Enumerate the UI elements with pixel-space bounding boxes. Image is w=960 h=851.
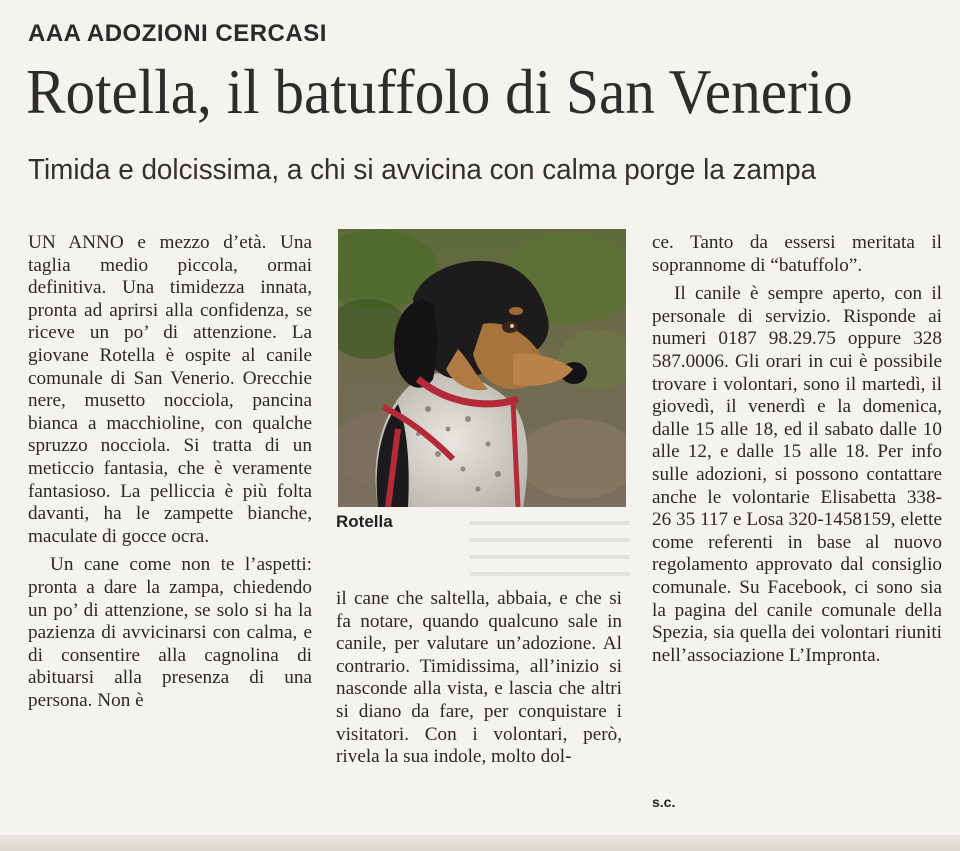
- text-column-3: [652, 232, 942, 667]
- photo-caption: Rotella: [336, 512, 393, 531]
- text-column-1: [28, 232, 312, 712]
- article-subheadline: Timida e dolcissima, a chi si avvicina con calma porge la zampa: [28, 154, 817, 186]
- dog-photo: [338, 229, 626, 507]
- article-headline: Rotella, il batuffolo di San Venerio: [26, 57, 853, 127]
- paragraph: Il canile è sempre aperto, con il personale di servizio. Risponde ai numeri 0187 98.29.75 oppure 328 587.0006. Gli orari in cui è possibile trovare i volontari, sono il martedì, il giovedì, il venerdì e la domenica, dalle 15 alle 18, ed il sabato dalle 10 alle 12, e dalle 15 alle 18. Per info sulle adozioni, si possono contattare anche le volontarie Elisabetta 338- 26 35 117 e Losa 320-1458159, elette come referenti in base al nuovo regolamento approvato dal consiglio comunale. Su Facebook, ci sono sia la pagina del canile comunale della Spezia, sia quella dei volontari riuniti nell’associazione L’Impronta.: [652, 283, 942, 666]
- dog-illustration: [338, 229, 626, 507]
- author-signature: s.c.: [652, 794, 676, 810]
- paragraph: UN ANNO e mezzo d’età. Una taglia medio piccola, ormai definitiva. Una timidezza innata, pronta ad aprirsi alla confidenza, se riceve un po’ di attenzione. La giovane Rotella è ospite al canile comunale di San Venerio. Orecchie nere, musetto nocciola, pancina bianca a macchioline, con qualche spruzzo nocciola. Si tratta di un meticcio fantasia, che è veramente fantasioso. La pelliccia è più folta davanti, ha le zampette bianche, maculate di gocce ocra.: [28, 232, 312, 547]
- bleed-through-text: [470, 508, 630, 588]
- section-kicker: AAA ADOZIONI CERCASI: [28, 20, 327, 47]
- paragraph: il cane che saltella, abbaia, e che si fa notare, quando qualcuno sale in canile, per valutare un’adozione. Al contrario. Timidissima, all’inizio si nasconde alla vista, e lascia che altri si diano da fare, per conquistare i visitatori. Con i volontari, però, rivela la sua indole, molto dol-: [336, 588, 622, 768]
- page-bottom-edge: [0, 835, 960, 851]
- paragraph: Un cane come non te l’aspetti: pronta a dare la zampa, chiedendo un po’ di attenzione, se solo si ha la pazienza di avvicinarsi con calma, e di consentire alla cagnolina di abituarsi alla presenza di una persona. Non è: [28, 554, 312, 711]
- text-column-2: [336, 588, 622, 769]
- paragraph: ce. Tanto da essersi meritata il soprannome di “batuffolo”.: [652, 232, 942, 276]
